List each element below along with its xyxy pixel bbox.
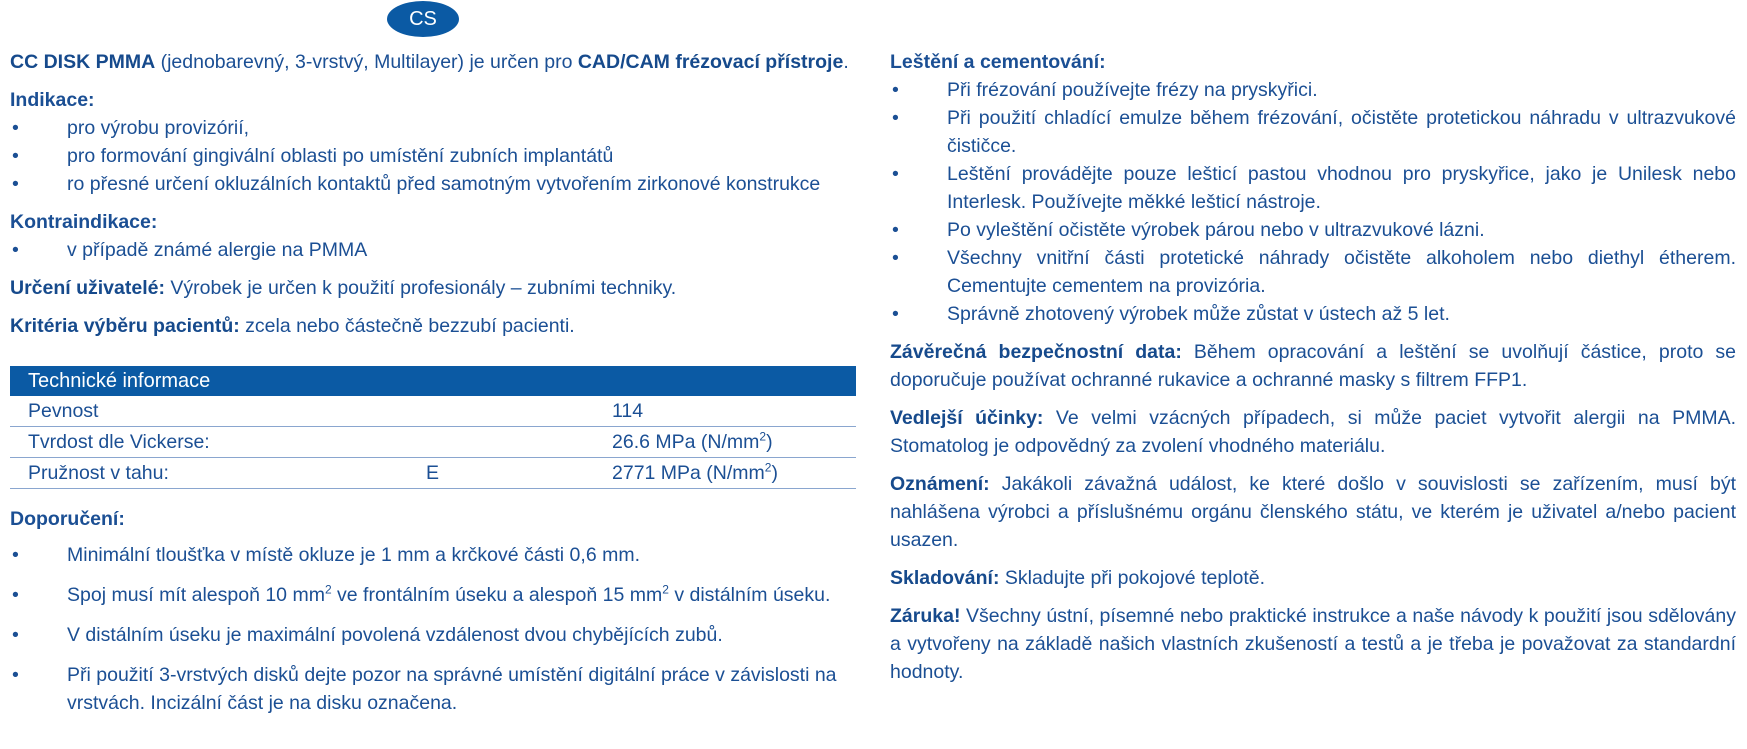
list-item: • Všechny vnitřní části protetické náhrady očistěte alkoholem nebo diethyl étherem. Cementujte cementem na provizória. xyxy=(890,244,1736,300)
left-column xyxy=(10,48,856,729)
indications-heading: Indikace: xyxy=(10,89,95,111)
list-item: • Leštění provádějte pouze lešticí pastou vhodnou pro pryskyřice, jako je Unilesk nebo Interlesk. Používejte měkké lešticí nástroje. xyxy=(890,160,1736,216)
list-item: • Minimální tloušťka v místě okluze je 1 mm a krčkové části 0,6 mm. xyxy=(10,541,856,569)
storage-label: Skladování: xyxy=(890,567,1000,589)
list-item: • v případě známé alergie na PMMA xyxy=(10,236,856,264)
table-row xyxy=(10,396,856,427)
side-effects-label: Vedlejší účinky: xyxy=(890,407,1044,429)
safety-label: Závěrečná bezpečnostní data: xyxy=(890,341,1182,363)
intro-paragraph xyxy=(10,48,856,76)
list-item: • Při frézování používejte frézy na pryskyřici. xyxy=(890,76,1736,104)
side-effects-paragraph xyxy=(890,404,1736,460)
property-symbol xyxy=(408,427,594,458)
property-name: Tvrdost dle Vickerse: xyxy=(10,427,408,458)
property-symbol: E xyxy=(408,458,594,489)
storage-paragraph xyxy=(890,564,1736,592)
contraindications-list xyxy=(10,236,856,264)
list-item: • pro výrobu provizórií, xyxy=(10,114,856,142)
safety-text: Během opracování a leštění se uvolňují částice, proto se doporučuje používat ochranné rukavice a ochranné masky s filtrem FFP1. xyxy=(890,341,1737,391)
property-name: Pružnost v tahu: xyxy=(10,458,408,489)
right-column xyxy=(890,48,1736,696)
property-value: 2771 MPa $(N/mm^2)$ xyxy=(594,458,856,489)
safety-paragraph xyxy=(890,338,1736,394)
warranty-paragraph xyxy=(890,602,1736,686)
list-item: • Spoj musí mít alespoň 10 $mm^2$ ve frontálním úseku a alespoň 15 $mm^2$ v distálním úseku. xyxy=(10,581,856,609)
table-header-row xyxy=(10,366,856,396)
property-symbol xyxy=(408,396,594,427)
list-item: • pro formování gingivální oblasti po umístění zubních implantátů xyxy=(10,142,856,170)
patients-paragraph xyxy=(10,312,856,340)
list-item: • Po vyleštění očistěte výrobek párou nebo v ultrazvukové lázni. xyxy=(890,216,1736,244)
property-value: 26.6 MPa $(N/mm^2)$ xyxy=(594,427,856,458)
intro-end: . xyxy=(843,51,849,73)
list-item: • V distálním úseku je maximální povolená vzdálenost dvou chybějících zubů. xyxy=(10,621,856,649)
list-item: • Při použití 3-vrstvých disků dejte pozor na správné umístění digitální práce v závislosti na vrstvách. Incizální část je na disku označena. xyxy=(10,661,856,717)
recommendations-list xyxy=(10,541,856,717)
table-title: Technické informace xyxy=(10,366,856,396)
property-value: 114 xyxy=(594,396,856,427)
product-name: CC DISK PMMA xyxy=(10,51,156,73)
storage-text: Skladujte při pokojové teplotě. xyxy=(999,567,1266,589)
notice-label: Oznámení: xyxy=(890,473,990,495)
language-badge: CS xyxy=(387,1,459,37)
indications-list xyxy=(10,114,856,198)
polishing-list xyxy=(890,76,1736,328)
device-name: CAD/CAM frézovací přístroje xyxy=(577,51,844,73)
notice-text: Jakákoli závažná událost, ke které došlo v souvislosti se zařízením, musí být nahlášena výrobci a příslušnému orgánu členského státu, ve kterém je uživatel a/nebo pacient usazen. xyxy=(890,473,1736,551)
list-item: • Správně zhotovený výrobek může zůstat v ústech až 5 let. xyxy=(890,300,1736,328)
property-name: Pevnost xyxy=(10,396,408,427)
table-row xyxy=(10,458,856,489)
side-effects-text: Ve velmi vzácných případech, si může paciet vytvořit alergii na PMMA. Stomatolog je odpovědný za zvolení vhodného materiálu. xyxy=(890,407,1736,457)
users-label: Určení uživatelé: xyxy=(10,277,165,299)
patients-label: Kritéria výběru pacientů: xyxy=(10,315,240,337)
warranty-label: Záruka! xyxy=(890,605,961,627)
notice-paragraph xyxy=(890,470,1736,554)
users-text: Výrobek je určen k použití profesionály – zubními techniky. xyxy=(164,277,677,299)
list-item: • ro přesné určení okluzálních kontaktů před samotným vytvořením zirkonové konstrukce xyxy=(10,170,856,198)
polishing-heading: Leštění a cementování: xyxy=(890,51,1106,73)
list-item: • Při použití chladící emulze během frézování, očistěte protetickou náhradu v ultrazvukové čističce. xyxy=(890,104,1736,160)
contraindications-heading: Kontraindikace: xyxy=(10,211,158,233)
technical-info-table xyxy=(10,366,856,489)
recommendations-heading: Doporučení: xyxy=(10,508,125,530)
patients-text: zcela nebo částečně bezzubí pacienti. xyxy=(239,315,575,337)
users-paragraph xyxy=(10,274,856,302)
intro-text: (jednobarevný, 3-vrstvý, Multilayer) je určen pro xyxy=(155,51,578,73)
warranty-text: Všechny ústní, písemné nebo praktické instrukce a naše návody k použití jsou sdělovány a vytvořeny na základě našich vlastních zkušeností a testů a je třeba je považovat za standardní hodnoty. xyxy=(890,605,1736,683)
table-row xyxy=(10,427,856,458)
